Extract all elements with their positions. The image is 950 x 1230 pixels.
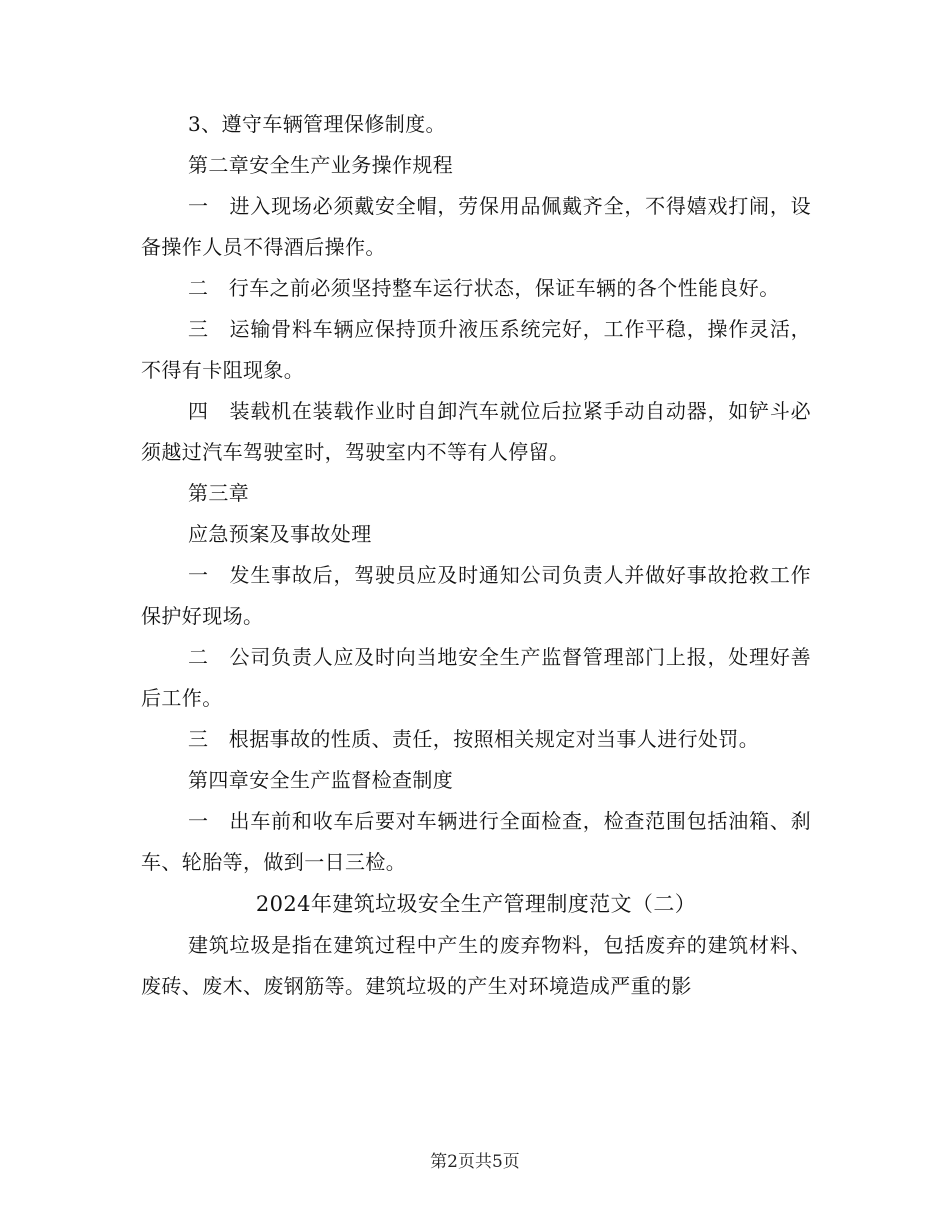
paragraph: 3、遵守车辆管理保修制度。 xyxy=(188,112,446,136)
paragraph: 一 出车前和收车后要对车辆进行全面检查，检查范围包括油箱、刹车、轮胎等，做到一日三检。 xyxy=(141,809,811,874)
chapter-heading: 第三章 xyxy=(188,481,250,505)
paragraph: 建筑垃圾是指在建筑过程中产生的废弃物料，包括废弃的建筑材料、废砖、废木、废钢筋等。建筑垃圾的产生对环境造成严重的影 xyxy=(141,933,811,998)
paragraph: 三 运输骨料车辆应保持顶升液压系统完好，工作平稳，操作灵活，不得有卡阻现象。 xyxy=(141,317,811,382)
paragraph: 一 进入现场必须戴安全帽，劳保用品佩戴齐全，不得嬉戏打闹，设备操作人员不得酒后操作。 xyxy=(141,194,811,259)
section-title: 2024年建筑垃圾安全生产管理制度范文（二） xyxy=(255,892,697,916)
chapter-subheading: 应急预案及事故处理 xyxy=(188,522,372,546)
chapter-heading: 第二章安全生产业务操作规程 xyxy=(188,153,454,177)
chapter-heading: 第四章安全生产监督检查制度 xyxy=(188,768,454,792)
paragraph: 二 公司负责人应及时向当地安全生产监督管理部门上报，处理好善后工作。 xyxy=(141,645,811,710)
page-number: 第2页共5页 xyxy=(430,1152,520,1172)
paragraph: 三 根据事故的性质、责任，按照相关规定对当事人进行处罚。 xyxy=(188,727,760,751)
paragraph: 二 行车之前必须坚持整车运行状态，保证车辆的各个性能良好。 xyxy=(188,276,780,300)
document-body xyxy=(141,104,811,1007)
paragraph: 四 装载机在装载作业时自卸汽车就位后拉紧手动自动器，如铲斗必须越过汽车驾驶室时，驾驶室内不等有人停留。 xyxy=(141,399,811,464)
paragraph: 一 发生事故后，驾驶员应及时通知公司负责人并做好事故抢救工作保护好现场。 xyxy=(141,563,811,628)
